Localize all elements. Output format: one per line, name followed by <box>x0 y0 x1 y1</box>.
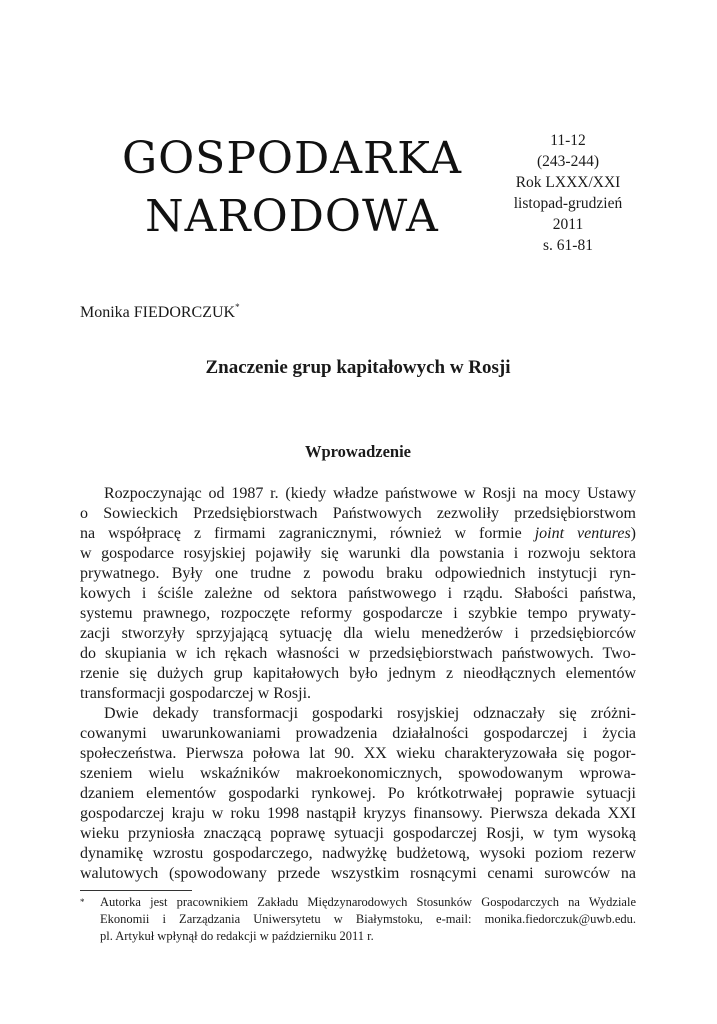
journal-title-line-1: GOSPODARKA <box>121 133 463 184</box>
text-line: kowych i ściśle zależne od sektora państwowego i rządu. Słabości państwa, <box>80 585 636 602</box>
author-footnote-mark: * <box>235 302 240 312</box>
text-segment: ) <box>630 525 636 542</box>
paragraph-2 <box>80 704 636 884</box>
footnote-line: Autorka jest pracownikiem Zakładu Międzynarodowych Stosunków Gospodarczych na Wydziale <box>100 895 636 909</box>
text-line: transformacji gospodarczej w Rosji. <box>80 685 312 702</box>
text-line: cowanymi uwarunkowaniami prowadzenia działalności gospodarczej i życia <box>80 725 636 742</box>
text-line: gospodarczej kraju w roku 1998 nastąpił kryzys finansowy. Pierwsza dekada XXI <box>80 805 636 822</box>
text-segment: na współpracę z firmami zagranicznymi, również w formie <box>80 525 522 542</box>
text-line: Dwie dekady transformacji gospodarki rosyjskiej odznaczały się zróżni- <box>104 705 636 722</box>
text-line: dynamikę wzrostu gospodarczego, nadwyżkę budżetową, wysoki poziom rezerw <box>80 845 636 862</box>
issue-year: 2011 <box>552 216 584 233</box>
text-line: dzaniem elementów gospodarki rynkowej. Po krótkotrwałej poprawie sytuacji <box>80 785 636 802</box>
text-line-with-italic <box>80 524 636 544</box>
text-line: walutowych (spowodowany przede wszystkim rosnącymi cenami surowców na <box>80 865 636 882</box>
issue-months: listopad-grudzień <box>513 195 623 212</box>
issue-continuous-numbers: (243-244) <box>537 153 599 170</box>
paragraph-1 <box>80 484 636 704</box>
italic-term: joint ventures <box>534 525 631 542</box>
footnote-line: pl. Artykuł wpłynął do redakcji w październiku 2011 r. <box>100 929 374 943</box>
text-line: prywatnego. Były one trudne z powodu braku odpowiednich instytucji ryn- <box>80 565 636 582</box>
journal-title <box>92 130 492 246</box>
issue-year-volume: Rok LXXX/XXI <box>515 174 621 191</box>
text-line: Rozpoczynając od 1987 r. (kiedy władze państwowe w Rosji na mocy Ustawy <box>104 485 636 502</box>
issue-pages: s. 61-81 <box>543 237 593 254</box>
text-line: szeniem wielu wskaźników makroekonomicznych, spowodowanym wprowa- <box>80 765 636 782</box>
text-line: wieku przyniosła znaczącą poprawę sytuacji gospodarczej Rosji, w tym wysoką <box>80 825 636 842</box>
footnote-mark: * <box>80 897 85 907</box>
issue-numbers: 11-12 <box>550 132 586 149</box>
text-line: rzenie się dużych grup kapitałowych było jednym z nieodłącznych elementów <box>80 665 636 682</box>
issue-info <box>495 130 641 256</box>
text-line: w gospodarce rosyjskiej pojawiły się warunki dla powstania i rozwoju sektora <box>80 545 636 562</box>
author-name: Monika FIEDORCZUK <box>80 304 236 321</box>
author-line <box>80 302 240 322</box>
article-title: Znaczenie grup kapitałowych w Rosji <box>205 357 511 378</box>
section-heading: Wprowadzenie <box>304 442 412 461</box>
footnote <box>80 894 636 945</box>
footnote-separator <box>80 890 192 891</box>
text-line: o Sowieckich Przedsiębiorstwach Państwowych zezwoliły przedsiębiorstwom <box>80 505 636 522</box>
text-line: zacji stworzyły sprzyjającą sytuację dla wielu menedżerów i przedsiębiorców <box>80 625 636 642</box>
journal-title-line-2: NARODOWA <box>145 191 439 242</box>
text-line: do skupiania w ich rękach własności w przedsiębiorstwach państwowych. Two- <box>80 645 636 662</box>
text-line: społeczeństwa. Pierwsza połowa lat 90. XX wieku charakteryzowała się pogor- <box>80 745 636 762</box>
body-text <box>80 484 636 884</box>
text-line: systemu prawnego, rozpoczęte reformy gospodarcze i szybkie tempo prywaty- <box>80 605 636 622</box>
footnote-body <box>80 894 636 945</box>
footnote-line: Ekonomii i Zarządzania Uniwersytetu w Białymstoku, e-mail: monika.fiedorczuk@uwb.edu. <box>100 912 636 926</box>
